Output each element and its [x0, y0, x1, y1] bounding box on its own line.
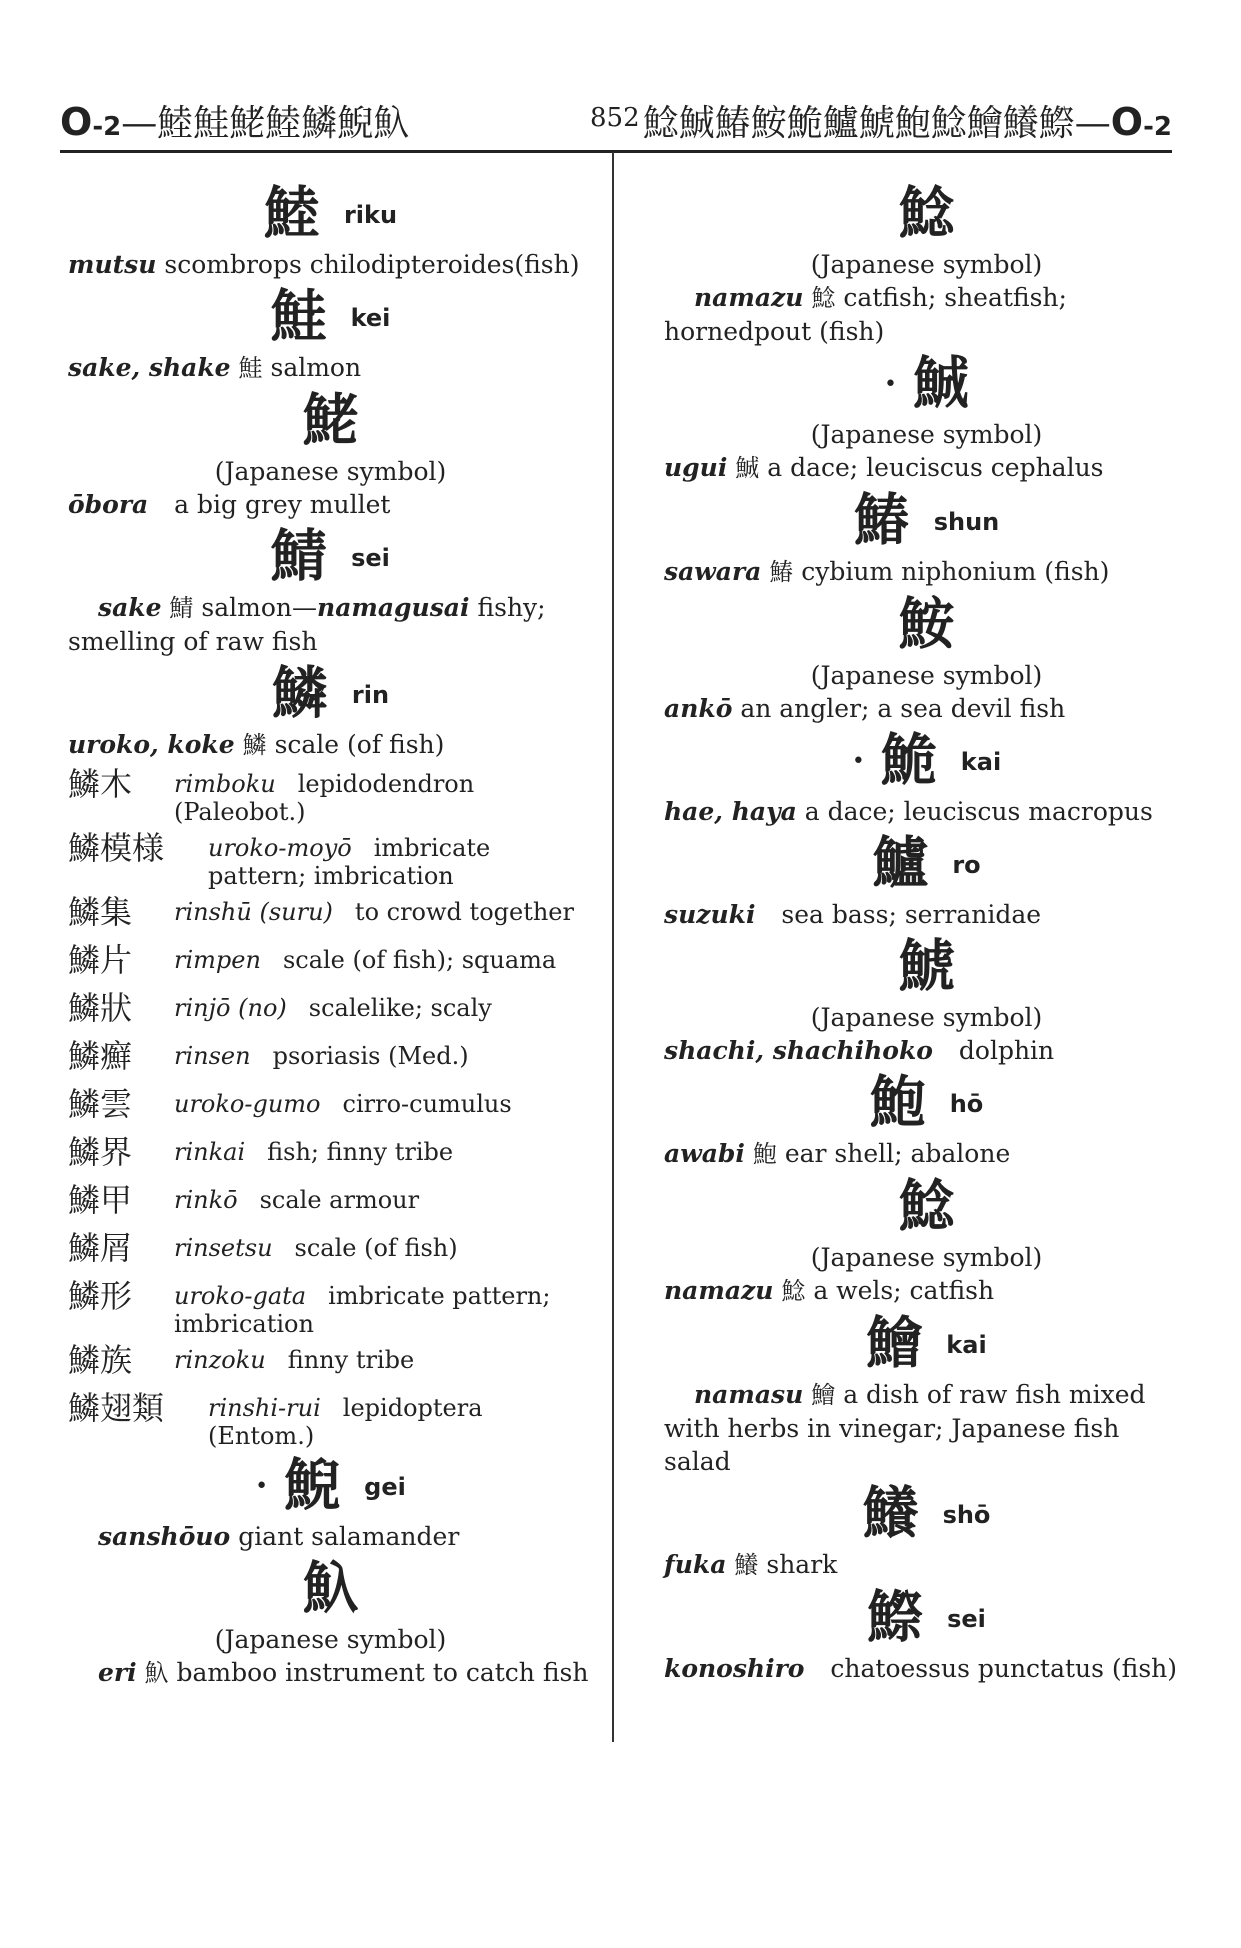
compound-reading: uroko-gata	[174, 1282, 307, 1310]
compound-row	[68, 938, 593, 986]
compound-row	[68, 890, 593, 938]
entry-suzuki	[664, 898, 1189, 931]
entry-obora	[68, 488, 593, 521]
headword-romaji: ro	[952, 850, 981, 879]
compound-meaning: scale (of fish)	[294, 1234, 458, 1262]
compound-reading: rinjō	[174, 994, 231, 1022]
compound-kanji: 鱗狀	[68, 989, 133, 1027]
headword-eri	[68, 1553, 593, 1623]
compound-reading: rinsen	[174, 1042, 251, 1070]
compound-meaning: psoriasis (Med.)	[272, 1042, 469, 1070]
compound-reading: uroko-moyō	[208, 834, 352, 862]
entry-uroko	[68, 728, 593, 762]
entry-word: uroko, koke	[68, 730, 235, 759]
bullet-mark: •	[255, 1473, 269, 1499]
compound-kanji: 鱗模様	[68, 829, 165, 867]
entry-kanji: 鱶	[734, 1551, 759, 1579]
left-column	[68, 178, 593, 1690]
compound-particle: (suru)	[259, 898, 333, 926]
entry-definition: scale (of fish)	[274, 730, 445, 759]
compound-reading: rimpen	[174, 946, 261, 974]
compound-reading: rinsetsu	[174, 1234, 273, 1262]
compound-kanji: 鱗翅類	[68, 1389, 165, 1427]
headword-romaji: riku	[343, 200, 398, 229]
bullet-mark: •	[851, 748, 865, 774]
compound-row	[68, 1178, 593, 1226]
entry-definition: scombrops chilodipteroides(fish)	[164, 250, 580, 279]
entry-word: namazu	[664, 1276, 774, 1305]
compound-kanji: 鱗木	[68, 765, 133, 803]
entry-kanji: 鰆	[769, 558, 794, 586]
compound-meaning: to crowd together	[354, 898, 574, 926]
entry-definition: cybium niphonium (fish)	[801, 557, 1110, 586]
headword-ro	[664, 828, 1189, 898]
compound-reading: uroko-gumo	[174, 1090, 321, 1118]
japanese-symbol-note: (Japanese symbol)	[810, 420, 1043, 449]
entry-namasu	[664, 1378, 1189, 1478]
japanese-symbol-note: (Japanese symbol)	[810, 250, 1043, 279]
headword-kanji: 鯎	[912, 351, 969, 417]
headword-kanji: 鯱	[898, 934, 955, 1000]
entry-definition: shark	[766, 1550, 838, 1579]
entry-word: sake, shake	[68, 353, 231, 382]
entry-definition: a dish of raw fish mixed with herbs in vinegar; Japanese fish salad	[664, 1380, 1146, 1476]
entry-word: hae, haya	[664, 797, 797, 826]
entry-kanji: 鯰	[781, 1277, 806, 1305]
entry-anko	[664, 692, 1189, 725]
compound-row	[68, 762, 593, 826]
headword-kai	[664, 725, 1189, 795]
entry-ugui	[664, 451, 1189, 485]
entry-word: namazu	[694, 283, 804, 312]
page-number: 852	[590, 103, 640, 133]
headword-romaji: gei	[364, 1472, 406, 1501]
header-right	[643, 95, 1172, 146]
entry-sake-namagusai	[68, 591, 593, 658]
headword-kanji: 鯢	[284, 1453, 341, 1519]
headword-kanji: 鯥	[263, 181, 320, 247]
entry-kanji: 鮑	[752, 1140, 777, 1168]
headword-shun	[664, 485, 1189, 555]
bullet-mark: •	[884, 371, 897, 397]
column-divider	[612, 152, 614, 1742]
compound-row	[68, 826, 593, 890]
compound-meaning: scale armour	[259, 1186, 420, 1214]
entry-namazu	[664, 281, 1189, 348]
entry-sanshouo	[68, 1520, 593, 1553]
header-left-section: O	[60, 100, 93, 144]
headword-romaji: shō	[942, 1500, 991, 1529]
entry-word: ōbora	[68, 490, 149, 519]
headword-romaji: kai	[946, 1330, 987, 1359]
entry-kanji: 鱗	[242, 731, 267, 759]
header-right-sub: -2	[1143, 112, 1172, 142]
headword-kanji: 鰶	[867, 1585, 924, 1651]
entry-namazu-2	[664, 1274, 1189, 1308]
entry-konoshiro	[664, 1652, 1189, 1685]
compound-reading: rinkō	[174, 1186, 238, 1214]
headword-kanji: 鯖	[271, 524, 328, 590]
compound-meaning: imbricate pattern; imbrication	[174, 1282, 551, 1338]
entry-word: ankō	[664, 694, 733, 723]
headword-kanji: 鱠	[866, 1311, 923, 1377]
compound-row	[68, 986, 593, 1034]
entry-definition: a dace; leuciscus macropus	[804, 797, 1153, 826]
entry-kanji: 鱠	[811, 1381, 836, 1409]
headword-rin	[68, 658, 593, 728]
entry-word: sake	[98, 593, 162, 622]
entry-mutsu	[68, 248, 593, 281]
compound-row	[68, 1130, 593, 1178]
entry-sawara	[664, 555, 1189, 589]
headword-kanji: 鰆	[853, 488, 910, 554]
entry-word: ugui	[664, 453, 728, 482]
japanese-symbol-note: (Japanese symbol)	[810, 1003, 1043, 1032]
compound-reading: rinkai	[174, 1138, 246, 1166]
entry-word: namasu	[694, 1380, 804, 1409]
compound-reading: rinzoku	[174, 1346, 266, 1374]
page-header	[60, 95, 1172, 145]
header-right-kanji: 鯰鯎鰆鮟鮠鱸鯱鮑鯰鱠鱶鰶	[642, 103, 1075, 144]
headword-kanji: 鱸	[872, 831, 929, 897]
compound-reading: rimboku	[174, 770, 276, 798]
compound-row	[68, 1274, 593, 1338]
headword-kei	[68, 281, 593, 351]
compound-reading: rinshi-rui	[208, 1394, 321, 1422]
entry-definition: salmon	[270, 353, 362, 382]
headword-sei	[68, 521, 593, 591]
compound-row	[68, 1338, 593, 1386]
header-right-section: O	[1110, 100, 1144, 144]
headword-romaji: kai	[960, 747, 1002, 776]
headword-romaji: hō	[949, 1089, 984, 1118]
entry-word: suzuki	[664, 900, 756, 929]
entry-awabi	[664, 1137, 1189, 1171]
entry-fuka	[664, 1548, 1189, 1582]
entry-definition: an angler; a sea devil fish	[740, 694, 1066, 723]
entry-definition: chatoessus punctatus (fish)	[830, 1654, 1178, 1683]
header-left-sub: -2	[92, 112, 122, 142]
entry-hae	[664, 795, 1189, 828]
compound-meaning: lepidoptera (Entom.)	[208, 1394, 483, 1450]
headword-kanji: 鮑	[869, 1070, 926, 1136]
entry-kanji: 鯎	[735, 454, 760, 482]
entry-eri	[68, 1656, 593, 1690]
headword-gei	[68, 1450, 593, 1520]
entry-kanji: 鮭	[238, 354, 263, 382]
japanese-symbol-note: (Japanese symbol)	[810, 1243, 1043, 1272]
headword-kanji: 鯰	[898, 181, 955, 247]
compound-kanji: 鱗雲	[68, 1085, 133, 1123]
compound-reading: rinshū	[174, 898, 252, 926]
entry-definition: bamboo instrument to catch fish	[176, 1658, 589, 1687]
entry-definition: a dace; leuciscus cephalus	[767, 453, 1104, 482]
headword-romaji: sei	[351, 543, 390, 572]
headword-riku	[68, 178, 593, 248]
entry-word: eri	[98, 1658, 137, 1687]
compound-meaning: scalelike; scaly	[308, 994, 492, 1022]
compound-kanji: 鱗片	[68, 941, 133, 979]
headword-kanji: 鱶	[862, 1481, 919, 1547]
header-left-kanji: 鯥鮭鮱鯥鱗鯢魞	[157, 103, 410, 144]
headword-namazu-2	[664, 1171, 1189, 1241]
entry-word: mutsu	[68, 250, 157, 279]
compound-meaning: imbricate pattern; imbrication	[208, 834, 491, 890]
headword-anko	[664, 589, 1189, 659]
entry-definition: giant salamander	[238, 1522, 460, 1551]
compound-row	[68, 1226, 593, 1274]
headword-kai-2	[664, 1308, 1189, 1378]
entry-definition: a wels; catfish	[813, 1276, 995, 1305]
japanese-symbol-note: (Japanese symbol)	[214, 457, 447, 486]
headword-kanji: 鮭	[270, 284, 327, 350]
compound-kanji: 鱗族	[68, 1341, 133, 1379]
compound-kanji: 鱗屑	[68, 1229, 133, 1267]
header-right-dash: —	[1074, 103, 1111, 144]
entry-word: shachi, shachihoko	[664, 1036, 933, 1065]
headword-romaji: shun	[933, 507, 1000, 536]
entry-shachi	[664, 1034, 1189, 1067]
entry-word: awabi	[664, 1139, 745, 1168]
japanese-symbol-note: (Japanese symbol)	[214, 1625, 447, 1654]
entry-word: sawara	[664, 557, 762, 586]
header-left	[60, 95, 409, 146]
headword-shachi	[664, 931, 1189, 1001]
headword-kanji: 鮠	[880, 728, 937, 794]
compound-particle: (no)	[238, 994, 287, 1022]
entry-definition: sea bass; serranidae	[781, 900, 1042, 929]
headword-ho	[664, 1067, 1189, 1137]
entry-word: konoshiro	[664, 1654, 805, 1683]
entry-definition: catfish; sheatfish; hornedpout (fish)	[664, 283, 1067, 346]
compound-kanji: 鱗癬	[68, 1037, 133, 1075]
headword-obora	[68, 385, 593, 455]
compound-meaning: cirro-cumulus	[342, 1090, 512, 1118]
headword-kanji: 魞	[302, 1556, 359, 1622]
entry-word: fuka	[664, 1550, 727, 1579]
headword-namazu	[664, 178, 1189, 248]
compound-kanji: 鱗甲	[68, 1181, 133, 1219]
headword-romaji: rin	[351, 680, 390, 709]
compound-row	[68, 1386, 593, 1450]
compound-row	[68, 1034, 593, 1082]
entry-sake	[68, 351, 593, 385]
entry-kanji: 鯰	[811, 284, 836, 312]
headword-sho	[664, 1478, 1189, 1548]
entry-word: sanshōuo	[98, 1522, 231, 1551]
headword-romaji: sei	[947, 1604, 986, 1633]
japanese-symbol-note: (Japanese symbol)	[810, 661, 1043, 690]
compound-meaning: fish; finny tribe	[267, 1138, 454, 1166]
right-column	[664, 178, 1189, 1685]
header-rule	[60, 150, 1172, 153]
entry-definition: dolphin	[958, 1036, 1055, 1065]
entry-definition: a big grey mullet	[174, 490, 391, 519]
entry-word-2: namagusai	[317, 593, 470, 622]
compound-meaning: lepidodendron (Paleobot.)	[174, 770, 475, 826]
entry-kanji: 鯖	[169, 594, 194, 622]
headword-kanji: 鯰	[898, 1174, 955, 1240]
compound-kanji: 鱗形	[68, 1277, 133, 1315]
headword-romaji: kei	[350, 303, 391, 332]
entry-kanji: 魞	[144, 1659, 169, 1687]
compound-kanji: 鱗界	[68, 1133, 133, 1171]
entry-definition-2: fishy; smelling of raw fish	[68, 593, 546, 656]
compound-row	[68, 1082, 593, 1130]
headword-kanji: 鮟	[898, 592, 955, 658]
compound-kanji: 鱗集	[68, 893, 133, 931]
compound-meaning: scale (of fish); squama	[282, 946, 557, 974]
entry-definition: salmon—	[201, 593, 318, 622]
headword-ugui	[664, 348, 1189, 418]
compound-meaning: finny tribe	[287, 1346, 415, 1374]
headword-sei-2	[664, 1582, 1189, 1652]
headword-kanji: 鮱	[302, 388, 359, 454]
headword-kanji: 鱗	[271, 661, 328, 727]
header-left-dash: —	[121, 103, 158, 144]
entry-definition: ear shell; abalone	[784, 1139, 1011, 1168]
